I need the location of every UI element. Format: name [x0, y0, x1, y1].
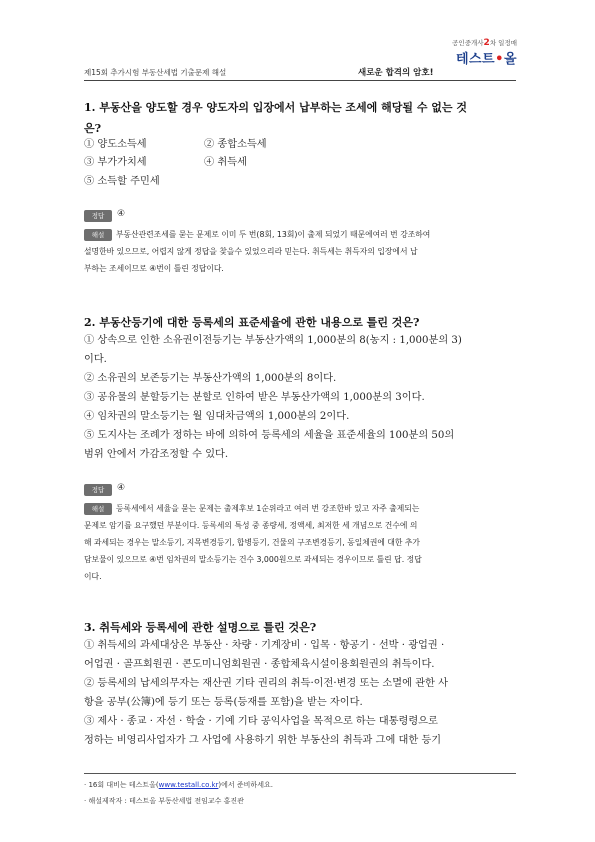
q2-option-line: 이다.	[84, 354, 107, 365]
q3-option-line: ③ 제사 · 종교 · 자선 · 학술 · 기예 기타 공익사업을 목적으로 하는 대통령령으로	[84, 716, 438, 727]
question-2: 2. 부동산등기에 대한 등록세의 표준세율에 관한 내용으로 틀린 것은?	[84, 316, 420, 329]
q1-option-2: ② 종합소득세	[204, 139, 267, 150]
q2-answer-badge: 정답	[84, 484, 112, 496]
explanation-line: 해설 부동산관련조세를 묻는 문제로 이미 두 번(8회, 13회)이 출제 되었기 때문에여러 번 강조하여	[84, 226, 516, 243]
q1-answer: ④	[117, 209, 126, 219]
footer-line-1: · 16회 대비는 테스트올(www.testall.co.kr)에서 준비하세요.	[84, 781, 273, 789]
header-exam-title: 제15회 추가시험 부동산세법 기출문제 해설	[84, 68, 227, 77]
question-3: 3. 취득세와 등록세에 관한 설명으로 틀린 것은?	[84, 621, 317, 634]
q1-option-3: ③ 부가가치세	[84, 157, 147, 168]
q2-explanation-badge: 해설	[84, 503, 112, 515]
logo-tagline: 공인중개사2차 일정매	[452, 38, 517, 48]
explanation-line: 설명한바 있으므로, 어렵지 않게 정답을 찾을수 있었으리라 믿는다. 취득세는 취득자의 입장에서 납	[84, 247, 418, 256]
explanation-line: 부하는 조세이므로 ④번이 틀린 정답이다.	[84, 264, 224, 273]
q2-option-line: ① 상속으로 인한 소유권이전등기는 부동산가액의 1,000분의 8(농지 : 1,000분의 3)	[84, 335, 462, 346]
q2-answer: ④	[117, 483, 126, 493]
explanation-line: 문제로 암기를 요구했던 부분이다. 등록세의 특성 중 종량세, 정액세, 최저한 세 개념으로 건수에 의	[84, 521, 418, 530]
logo-wordmark: 테스트•올	[455, 52, 517, 67]
explanation-line: 담보물이 있으므로 ④번 임차권의 말소등기는 건수 3,000원으로 과세되는 경우이므로 틀린 답. 정답	[84, 555, 422, 564]
q1-explanation	[84, 226, 516, 277]
q1-answer-badge: 정답	[84, 210, 112, 222]
q2-option-line: ③ 공유물의 분할등기는 분할로 인하여 받은 부동산가액의 1,000분의 3이다.	[84, 392, 425, 403]
testall-website-link[interactable]: www.testall.co.kr	[158, 781, 219, 789]
q1-option-1: ① 양도소득세	[84, 139, 147, 150]
q1-option-5: ⑤ 소득할 주민세	[84, 176, 160, 187]
q1-explanation-badge: 해설	[84, 229, 112, 241]
question-1	[84, 97, 516, 139]
q2-option-line: 범위 안에서 가감조정할 수 있다.	[84, 449, 229, 460]
explanation-line: 이다.	[84, 572, 102, 581]
q3-option-line: 어업권 · 골프회원권 · 콘도미니엄회원권 · 종합체육시설이용회원권의 취득이다.	[84, 659, 435, 670]
q2-option-line: ② 소유권의 보존등기는 부동산가액의 1,000분의 8이다.	[84, 373, 337, 384]
explanation-line: 해 과세되는 경우는 말소등기, 지목변경등기, 합병등기, 건물의 구조변경등기, 동일체권에 대한 추가	[84, 538, 420, 547]
q1-option-4: ④ 취득세	[204, 157, 247, 168]
header-divider	[84, 80, 516, 81]
header-slogan: 새로운 합격의 암호!	[358, 68, 434, 78]
testall-logo	[447, 38, 517, 80]
q3-option-line: 정하는 비영리사업자가 그 사업에 사용하기 위한 부동산의 취득과 그에 대한 등기	[84, 735, 442, 746]
footer-line-2: · 해설제작자 : 테스트올 부동산세법 전임교수 홍진관	[84, 797, 244, 805]
question-1-line: 은?	[84, 122, 102, 135]
q2-option-line: ④ 임차권의 말소등기는 월 임대차금액의 1,000분의 2이다.	[84, 411, 350, 422]
q2-option-line: ⑤ 도지사는 조례가 정하는 바에 의하여 등록세의 세율을 표준세율의 100분의 50의	[84, 430, 455, 441]
q3-option-line: 항을 공부(公簿)에 등기 또는 등록(등재를 포함)을 받는 자이다.	[84, 697, 363, 708]
question-1-line: 1. 부동산을 양도할 경우 양도자의 입장에서 납부하는 조세에 해당될 수 없는 것	[84, 101, 468, 114]
q3-option-line: ② 등록세의 납세의무자는 재산권 기타 권리의 취득·이전·변경 또는 소멸에 관한 사	[84, 678, 448, 689]
footer-divider	[84, 773, 516, 774]
q3-option-line: ① 취득세의 과세대상은 부동산 · 차량 · 기계장비 · 입목 · 항공기 · 선박 · 광업권 ·	[84, 640, 445, 651]
explanation-line: 해설 등록세에서 세율을 묻는 문제는 출제후보 1순위라고 여러 번 강조한바 있고 자주 출제되는	[84, 500, 516, 517]
q2-explanation	[84, 500, 516, 585]
